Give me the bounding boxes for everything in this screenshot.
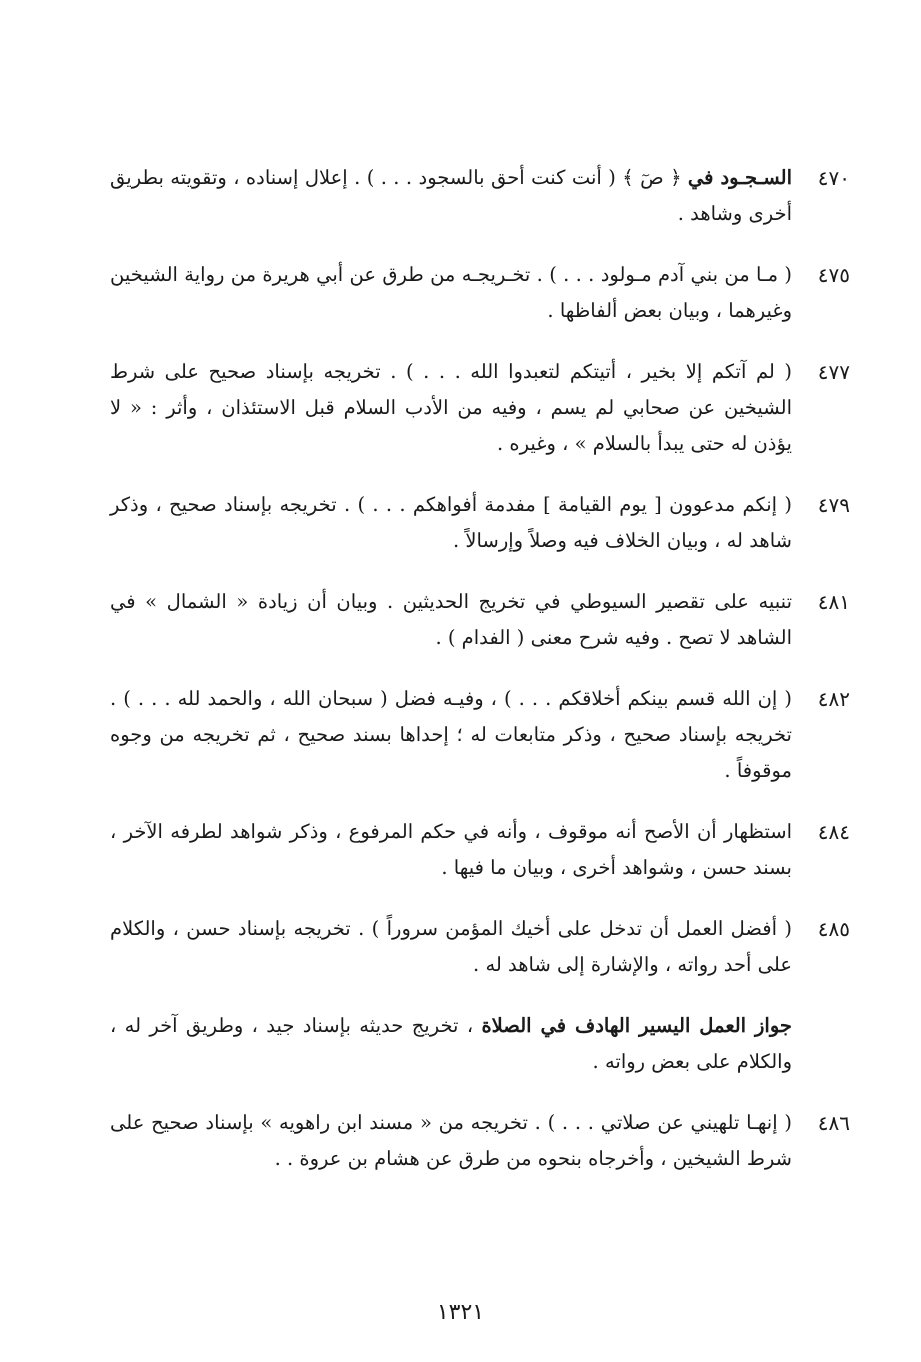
entry-description: تنبيه على تقصير السيوطي في تخريج الحديثين . وبيان أن زيادة « الشمال » في الشاهد لا تصح . وفيه شرح معنى ( الفدام ) . xyxy=(110,590,792,649)
index-entry xyxy=(110,1105,850,1177)
entry-text xyxy=(110,911,792,983)
entry-text xyxy=(110,160,792,232)
page-number: ١٣٢١ xyxy=(436,1300,485,1325)
entry-text xyxy=(110,257,792,329)
index-entry xyxy=(110,911,850,983)
index-entry xyxy=(110,487,850,559)
entry-bold-lead: جواز العمل اليسير الهادف في الصلاة xyxy=(481,1014,792,1037)
index-entry xyxy=(110,354,850,462)
entry-text xyxy=(110,1105,792,1177)
entry-bold-lead: السـجـود في xyxy=(687,166,793,189)
index-entry xyxy=(110,681,850,789)
entry-text xyxy=(110,487,792,559)
entry-description: ( إنهـا تلهيني عن صلاتي . . . ) . تخريجه من « مسند ابن راهويه » بإسناد صحيح على شرط الشيخين ، وأخرجاه بنحوه من طرق عن هشام بن عروة . . xyxy=(110,1111,792,1170)
entry-description: ( لم آتكم إلا بخير ، أتيتكم لتعبدوا الله . . . ) . تخريجه بإسناد صحيح على شرط الشيخين عن صحابي لم يسم ، وفيه من الأدب السلام قبل الاستئذان ، وأثر : « لا يؤذن له حتى يبدأ بالسلام » ، وغيره . xyxy=(110,360,792,455)
entry-number: ٤٨٢ xyxy=(817,687,850,711)
entry-number: ٤٨٥ xyxy=(817,917,850,941)
entry-description: ( أفضل العمل أن تدخل على أخيك المؤمن سروراً ) . تخريجه بإسناد حسن ، والكلام على أحد رواته ، والإشارة إلى شاهد له . xyxy=(110,917,792,976)
entry-number: ٤٨١ xyxy=(817,590,850,614)
entry-text xyxy=(110,1008,792,1080)
entry-description: ( إن الله قسم بينكم أخلاقكم . . . ) ، وفيـه فضل ( سبحان الله ، والحمد لله . . . ) . تخريجه بإسناد صحيح ، وذكر متابعات له ؛ إحداها بسند صحيح ، ثم تخريجه من وجوه موقوفاً . xyxy=(110,687,792,782)
entry-description: ﴿ صٓ ﴾ ( أنت كنت أحق بالسجود . . . ) . إعلال إسناده ، وتقويته بطريق أخرى وشاهد . xyxy=(110,166,792,225)
entry-number: ٤٨٤ xyxy=(817,820,850,844)
entry-number: ٤٧٥ xyxy=(817,263,850,287)
entry-number: ٤٨٦ xyxy=(817,1111,850,1135)
index-entry xyxy=(110,814,850,886)
entry-text xyxy=(110,814,792,886)
entry-text xyxy=(110,681,792,789)
index-entry xyxy=(110,584,850,656)
entry-description: ( إنكم مدعوون [ يوم القيامة ] مفدمة أفواهكم . . . ) . تخريجه بإسناد صحيح ، وذكر شاهد له ، وبيان الخلاف فيه وصلاً وإرسالاً . xyxy=(110,493,792,552)
entry-text xyxy=(110,584,792,656)
index-entry xyxy=(110,1008,850,1080)
entry-description: استظهار أن الأصح أنه موقوف ، وأنه في حكم المرفوع ، وذكر شواهد لطرفه الآخر ، بسند حسن ، وشواهد أخرى ، وبيان ما فيها . xyxy=(110,820,792,879)
entry-description: ( مـا من بني آدم مـولود . . . ) . تخـريجـه من طرق عن أبي هريرة من رواية الشيخين وغيرهما ، وبيان بعض ألفاظها . xyxy=(110,263,792,322)
index-entry xyxy=(110,257,850,329)
index-entry xyxy=(110,160,850,232)
entry-description: ، تخريج حديثه بإسناد جيد ، وطريق آخر له ، والكلام على بعض رواته . xyxy=(110,1014,792,1073)
index-entries xyxy=(110,160,850,1202)
entry-number: ٤٧٩ xyxy=(817,493,850,517)
entry-number: ٤٧٧ xyxy=(817,360,850,384)
entry-text xyxy=(110,354,792,462)
entry-number: ٤٧٠ xyxy=(817,166,850,190)
